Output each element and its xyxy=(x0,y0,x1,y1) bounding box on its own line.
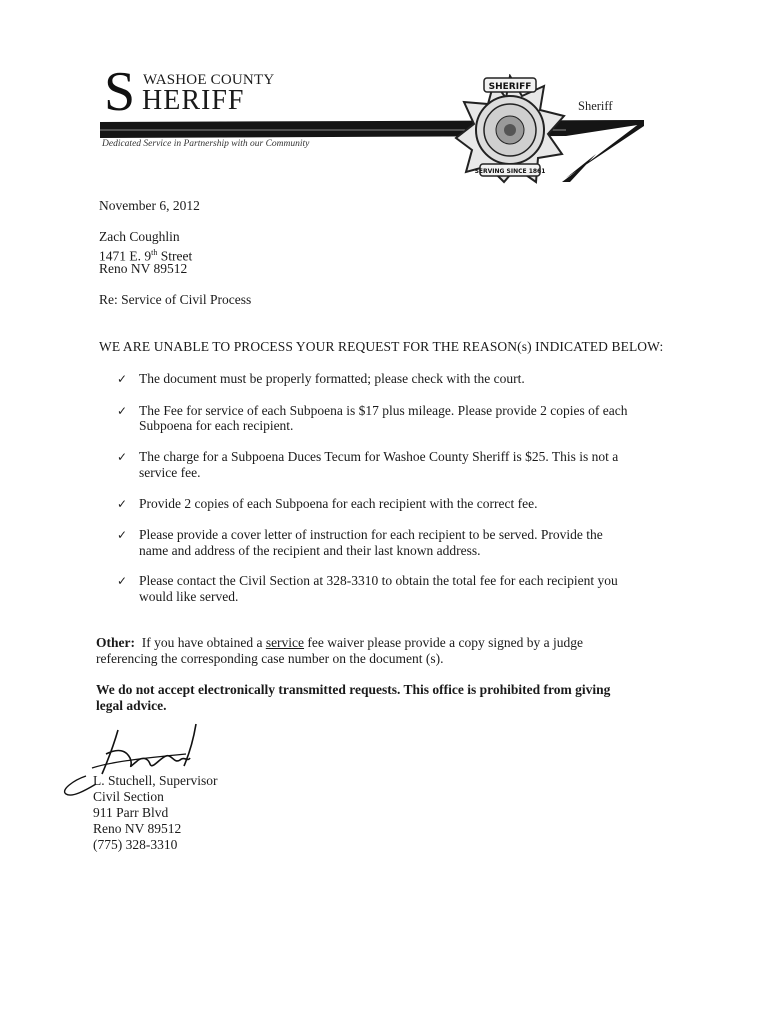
recipient-street-rest: Street xyxy=(157,248,193,264)
letterhead-big-s: S xyxy=(104,61,136,123)
reason-item-1: The document must be properly formatted; please check with the court. xyxy=(139,371,525,386)
signer-dept: Civil Section xyxy=(93,789,164,804)
recipient-city: Reno NV 89512 xyxy=(99,261,188,276)
other-label: Other: xyxy=(96,635,135,650)
check-icon: ✓ xyxy=(117,450,128,464)
signer-name: L. Stuchell, Supervisor xyxy=(93,773,218,788)
re-line: Re: Service of Civil Process xyxy=(99,292,252,307)
notice-line1: We do not accept electronically transmitted requests. This office is prohibited from giving xyxy=(96,682,611,697)
other-post: fee waiver please provide a copy signed by a judge xyxy=(304,635,583,650)
recipient-street-sup: th xyxy=(151,248,158,257)
other-pre: If you have obtained a xyxy=(134,635,266,650)
other-paragraph xyxy=(96,635,583,651)
check-icon: ✓ xyxy=(117,497,128,511)
reason-item-5-cont: name and address of the recipient and their last known address. xyxy=(139,543,481,558)
letterhead-tagline: Dedicated Service in Partnership with our Community xyxy=(102,139,310,149)
other-underlined: service xyxy=(265,635,305,650)
reason-heading: WE ARE UNABLE TO PROCESS YOUR REQUEST FOR THE REASON(s) INDICATED BELOW: xyxy=(99,339,664,354)
reason-item-2-cont: Subpoena for each recipient. xyxy=(139,418,294,433)
signer-phone: (775) 328-3310 xyxy=(93,837,178,852)
reason-item-3-cont: service fee. xyxy=(139,465,201,480)
notice-line2: legal advice. xyxy=(96,698,167,713)
letter-date: November 6, 2012 xyxy=(99,198,200,213)
sheriff-signature-word: Sheriff xyxy=(578,99,613,113)
reason-item-3: The charge for a Subpoena Duces Tecum for Washoe County Sheriff is $25. This is not a xyxy=(139,449,619,464)
reason-item-6: Please contact the Civil Section at 328-3310 to obtain the total fee for each recipient you xyxy=(139,573,618,588)
sheriff-star-badge-icon xyxy=(452,74,568,186)
check-icon: ✓ xyxy=(117,528,128,542)
check-icon: ✓ xyxy=(117,574,128,588)
reason-item-4: Provide 2 copies of each Subpoena for each recipient with the correct fee. xyxy=(139,496,538,511)
letterhead-sheriff: HERIFF xyxy=(142,85,245,116)
other-line2: referencing the corresponding case number on the document (s). xyxy=(96,651,444,666)
recipient-street-num: 1471 E. 9 xyxy=(99,248,152,264)
reason-item-2: The Fee for service of each Subpoena is $17 plus mileage. Please provide 2 copies of each xyxy=(139,403,628,418)
letterhead-county: WASHOE COUNTY xyxy=(143,72,275,88)
reason-item-6-cont: would like served. xyxy=(139,589,239,604)
recipient-name: Zach Coughlin xyxy=(99,229,180,244)
badge-top-text: SHERIFF xyxy=(488,82,532,92)
reason-item-5: Please provide a cover letter of instruction for each recipient to be served. Provide the xyxy=(139,527,603,542)
badge-banner-text: SERVING SINCE 1861 xyxy=(474,168,546,175)
signer-street: 911 Parr Blvd xyxy=(93,805,169,820)
check-icon: ✓ xyxy=(117,404,128,418)
check-icon: ✓ xyxy=(117,372,128,386)
signer-city: Reno NV 89512 xyxy=(93,821,182,836)
